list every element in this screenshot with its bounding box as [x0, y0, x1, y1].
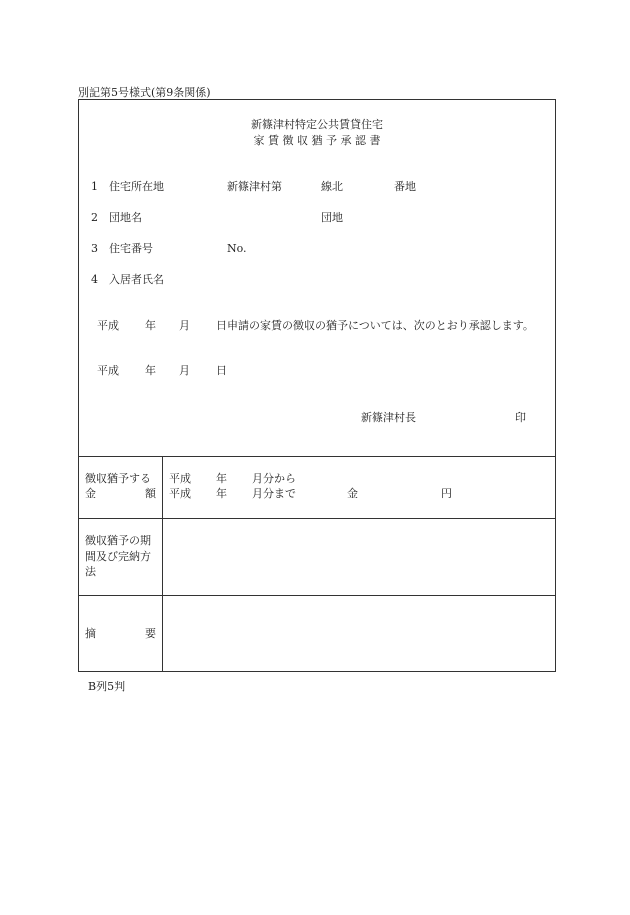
item-4-number: 4 — [91, 273, 98, 286]
date-era: 平成 — [97, 364, 119, 377]
date-year: 年 — [145, 364, 156, 377]
item-2-label: 団地名 — [109, 211, 142, 224]
remarks-label-b: 要 — [145, 627, 156, 640]
item-1-number: 1 — [91, 180, 98, 193]
house-number-prefix: No. — [227, 242, 247, 255]
deferral-period-label-3: 法 — [85, 565, 96, 578]
table-column-divider — [162, 456, 163, 671]
form-title-line1: 新篠津村特定公共賃貸住宅 — [251, 118, 383, 131]
form-number-note: 別記第5号様式(第9条関係) — [78, 86, 211, 99]
period-to-suffix: 月分まで — [252, 487, 296, 500]
period-from-era: 平成 — [169, 472, 191, 485]
period-to-era: 平成 — [169, 487, 191, 500]
amount-label-line1: 徴収猶予する — [85, 472, 151, 485]
table-divider-1 — [79, 518, 555, 519]
form-title-line2: 家 賃 徴 収 猶 予 承 認 書 — [253, 134, 381, 147]
period-from-suffix: 月分から — [252, 472, 296, 485]
item-1-label: 住宅所在地 — [109, 180, 164, 193]
approval-month: 月 — [179, 319, 190, 332]
remarks-label-a: 摘 — [85, 627, 96, 640]
approval-sentence: 日申請の家賃の徴収の猶予については、次のとおり承認します。 — [216, 319, 534, 332]
paper-size-note: B列5判 — [88, 680, 126, 693]
address-banchi-text: 番地 — [394, 180, 416, 193]
table-top-border — [79, 456, 555, 457]
amount-label-gaku: 額 — [145, 487, 156, 500]
amount-yen-mark: 円 — [441, 487, 452, 500]
item-4-label: 入居者氏名 — [109, 273, 164, 286]
amount-kin-mark: 金 — [347, 487, 358, 500]
address-line-north-text: 線北 — [321, 180, 343, 193]
amount-label-kin: 金 — [85, 487, 96, 500]
item-3-number: 3 — [91, 242, 98, 255]
item-2-number: 2 — [91, 211, 98, 224]
seal-mark: 印 — [515, 411, 526, 424]
complex-suffix-text: 団地 — [321, 211, 343, 224]
deferral-period-label-1: 徴収猶予の期 — [85, 534, 151, 547]
deferral-period-label-2: 間及び完納方 — [85, 550, 151, 563]
date-month: 月 — [179, 364, 190, 377]
approval-form — [78, 99, 556, 672]
mayor-title: 新篠津村長 — [361, 411, 416, 424]
date-day: 日 — [216, 364, 227, 377]
item-3-label: 住宅番号 — [109, 242, 153, 255]
address-village-text: 新篠津村第 — [227, 180, 282, 193]
approval-era: 平成 — [97, 319, 119, 332]
period-from-year: 年 — [216, 472, 227, 485]
approval-year: 年 — [145, 319, 156, 332]
table-divider-2 — [79, 595, 555, 596]
period-to-year: 年 — [216, 487, 227, 500]
